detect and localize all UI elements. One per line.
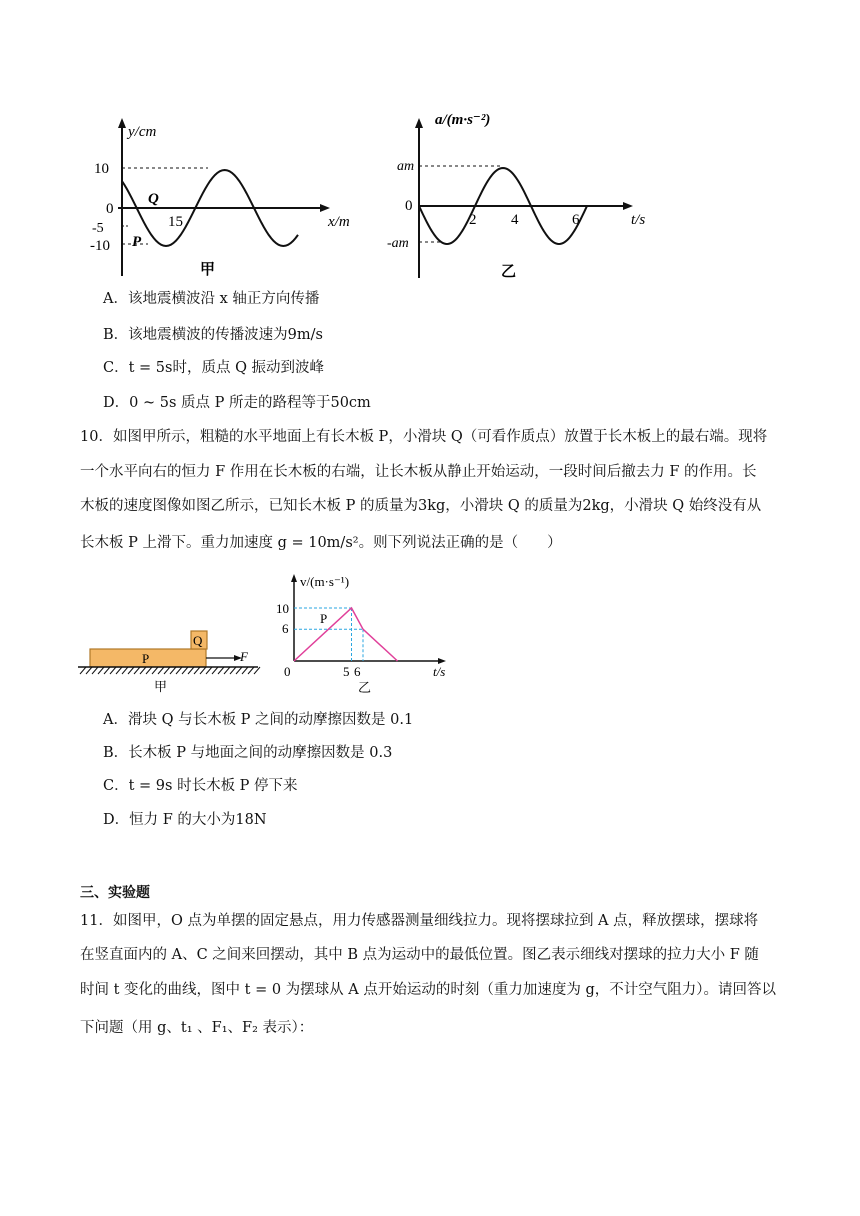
ytick-10: 10 [94, 161, 109, 177]
caption-yi: 乙 [501, 264, 517, 280]
ytick-am: am [397, 159, 415, 174]
hatch-mark [182, 667, 188, 674]
xtick-6: 6 [572, 212, 580, 228]
xtick-2: 2 [469, 212, 477, 228]
ytick-minus5: -5 [92, 221, 104, 236]
ytick-0: 0 [106, 201, 114, 217]
ground-hatch [80, 667, 260, 674]
q10-option-b: B．长木板 P 与地面之间的动摩擦因数是 0.3 [103, 745, 393, 761]
xlabel: x/m [328, 214, 350, 230]
hatch-mark [188, 667, 194, 674]
hatch-mark [176, 667, 182, 674]
curve-label-P: P [320, 611, 328, 626]
hatch-mark [122, 667, 128, 674]
xlabel: t/s [631, 212, 646, 228]
xlabel: t/s [433, 664, 446, 679]
ytick-10: 10 [276, 601, 289, 616]
hatch-mark [206, 667, 212, 674]
q11-line-3: 时间 t 变化的曲线，图中 t = 0 为摆球从 A 点开始运动的时刻（重力加速度为 g，不计空气阻力）。请回答以 [80, 982, 777, 998]
ytick-0: 0 [405, 198, 413, 214]
xtick-0: 0 [284, 664, 291, 679]
hatch-mark [158, 667, 164, 674]
ylabel: y/cm [128, 124, 157, 140]
q10-option-d: D．恒力 F 的大小为18N [103, 812, 267, 828]
q11-line-1: 11．如图甲，O 点为单摆的固定悬点，用力传感器测量细线拉力。现将摆球拉到 A 点，释放摆球，摆球将 [80, 913, 759, 929]
y-axis-arrow-icon [415, 118, 423, 128]
hatch-mark [152, 667, 158, 674]
q10-option-c: C．t = 9s 时长木板 P 停下来 [103, 778, 298, 794]
q9-option-b: B．该地震横波的传播波速为9m/s [103, 327, 323, 343]
xtick-6: 6 [354, 664, 361, 679]
x-axis-arrow-icon [623, 202, 633, 210]
caption-jia: 甲 [200, 262, 216, 278]
board-label: P [142, 651, 150, 666]
q9-option-a: A．该地震横波沿 x 轴正方向传播 [103, 291, 320, 307]
hatch-mark [230, 667, 236, 674]
hatch-mark [164, 667, 170, 674]
caption-jia-2: 甲 [154, 679, 168, 694]
label-P: P [132, 234, 142, 250]
hatch-mark [140, 667, 146, 674]
velocity-curve-P [294, 608, 398, 661]
ytick-neg-am: -am [387, 236, 409, 251]
hatch-mark [92, 667, 98, 674]
section-title: 三、实验题 [80, 885, 150, 901]
hatch-mark [116, 667, 122, 674]
q10-option-a: A．滑块 Q 与长木板 P 之间的动摩擦因数是 0.1 [103, 712, 414, 728]
hatch-mark [236, 667, 242, 674]
caption-yi-2: 乙 [358, 680, 372, 695]
q10-line-3: 木板的速度图像如图乙所示，已知长木板 P 的质量为3kg，小滑块 Q 的质量为2kg，小滑块 Q 始终没有从 [80, 498, 762, 514]
ylabel: v/(m·s⁻¹) [300, 574, 350, 589]
hatch-mark [218, 667, 224, 674]
force-label: F [240, 649, 248, 664]
hatch-mark [80, 667, 86, 674]
hatch-mark [110, 667, 116, 674]
xtick-15: 15 [168, 214, 183, 230]
q9-option-d: D．0 ~ 5s 质点 P 所走的路程等于50cm [103, 395, 371, 411]
block-label: Q [193, 633, 203, 648]
xtick-4: 4 [511, 212, 519, 228]
hatch-mark [254, 667, 260, 674]
q11-line-4: 下问题（用 g、t₁ 、F₁、F₂ 表示）： [80, 1020, 314, 1036]
hatch-mark [242, 667, 248, 674]
q11-line-2: 在竖直面内的 A、C 之间来回摆动，其中 B 点为运动中的最低位置。图乙表示细线对摆球的拉力大小 F 随 [80, 947, 759, 963]
hatch-mark [200, 667, 206, 674]
ytick-minus10: -10 [90, 238, 110, 254]
hatch-mark [134, 667, 140, 674]
ytick-6: 6 [282, 621, 289, 636]
q10-line-2: 一个水平向右的恒力 F 作用在长木板的右端，让长木板从静止开始运动，一段时间后撤去力 F 的作用。长 [80, 464, 757, 480]
hatch-mark [128, 667, 134, 674]
velocity-figure [268, 570, 460, 698]
q9-option-c: C．t = 5s时，质点 Q 振动到波峰 [103, 360, 325, 376]
x-axis-arrow-icon [320, 204, 330, 212]
board-block-figure [78, 625, 278, 697]
accel-figure-yi [385, 106, 675, 284]
xtick-5: 5 [343, 664, 350, 679]
hatch-mark [86, 667, 92, 674]
hatch-mark [104, 667, 110, 674]
hatch-mark [98, 667, 104, 674]
q10-line-1: 10．如图甲所示，粗糙的水平地面上有长木板 P，小滑块 Q（可看作质点）放置于长木板上的最右端。现将 [80, 429, 768, 445]
hatch-mark [146, 667, 152, 674]
wave-figure-jia [88, 108, 368, 283]
y-axis-arrow-icon [291, 574, 297, 582]
hatch-mark [194, 667, 200, 674]
ylabel: a/(m·s⁻²) [435, 112, 491, 128]
hatch-mark [248, 667, 254, 674]
hatch-mark [212, 667, 218, 674]
hatch-mark [170, 667, 176, 674]
y-axis-arrow-icon [118, 118, 126, 128]
hatch-mark [224, 667, 230, 674]
label-Q: Q [148, 191, 159, 207]
guide-dashes [294, 608, 363, 661]
q10-line-4: 长木板 P 上滑下。重力加速度 g = 10m/s²。则下列说法正确的是（ ） [80, 535, 562, 551]
